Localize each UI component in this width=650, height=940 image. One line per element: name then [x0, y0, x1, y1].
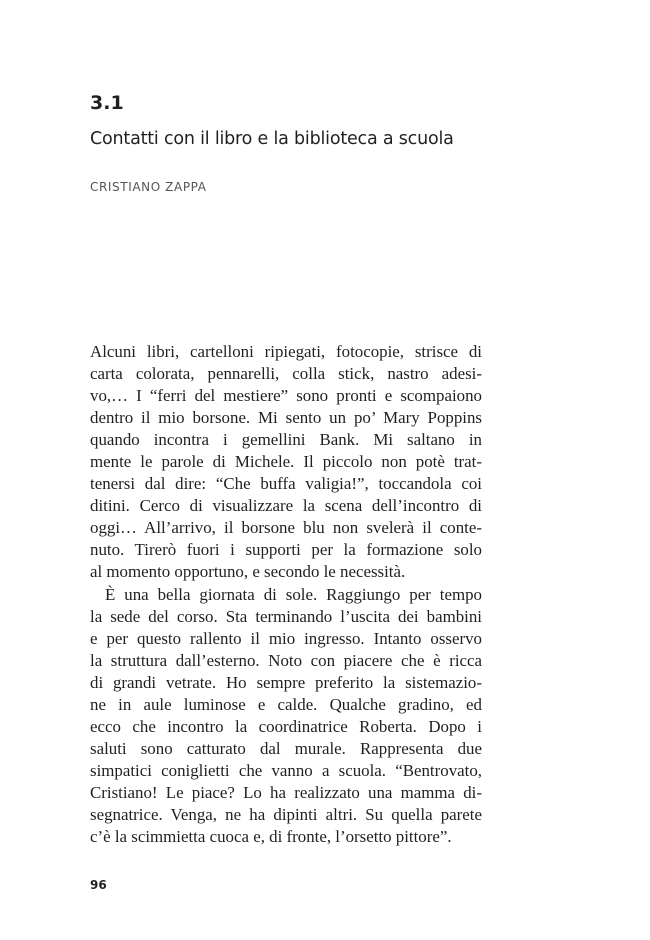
text-line: Alcuni libri, cartelloni ripiegati, fotocopie, strisce di — [90, 342, 482, 361]
text-line: quando incontra i gemellini Bank. Mi saltano in — [90, 430, 482, 450]
body-text — [90, 341, 482, 848]
text-line: carta colorata, pennarelli, colla stick, nastro adesi- — [90, 364, 482, 384]
text-line: al momento opportuno, e secondo le necessità. — [90, 562, 406, 582]
text-line: nuto. Tirerò fuori i supporti per la formazione solo — [90, 540, 482, 560]
text-line: c’è la scimmietta cuoca e, di fronte, l’orsetto pittore”. — [90, 827, 452, 847]
text-line: tenersi dal dire: “Che buffa valigia!”, toccandola coi — [90, 474, 482, 494]
text-line: ecco che incontro la coordinatrice Roberta. Dopo i — [90, 716, 482, 736]
text-line: di grandi vetrate. Ho sempre preferito la sistemazio- — [90, 672, 482, 692]
text-line: simpatici coniglietti che vanno a scuola. “Bentrovato, — [90, 760, 482, 780]
text-line: È una bella giornata di sole. Raggiungo per tempo — [105, 584, 482, 604]
text-line: ditini. Cerco di visualizzare la scena dell’incontro di — [90, 496, 482, 516]
text-line: la sede del corso. Sta terminando l’uscita dei bambini — [90, 606, 482, 626]
paragraph-1 — [90, 341, 482, 584]
text-line: e per questo rallento il mio ingresso. Intanto osservo — [90, 628, 482, 648]
text-line: la struttura dall’esterno. Noto con piacere che è ricca — [90, 650, 482, 670]
text-line: Cristiano! Le piace? Lo ha realizzato una mamma di- — [90, 782, 482, 802]
text-line: oggi… All’arrivo, il borsone blu non svelerà il conte- — [90, 518, 482, 538]
author-name: CRISTIANO ZAPPA — [90, 180, 207, 194]
text-line: dentro il mio borsone. Mi sento un po’ Mary Poppins — [90, 408, 482, 428]
paragraph-2 — [90, 584, 482, 849]
text-line: segnatrice. Venga, ne ha dipinti altri. Su quella parete — [90, 804, 482, 824]
text-line: saluti sono catturato dal murale. Rappresenta due — [90, 738, 482, 758]
text-line: ne in aule luminose e calde. Qualche gradino, ed — [90, 694, 482, 714]
chapter-title: Contatti con il libro e la biblioteca a scuola — [90, 129, 454, 149]
page-number: 96 — [90, 878, 107, 892]
text-line: vo,… I “ferri del mestiere” sono pronti e scompaiono — [90, 386, 482, 406]
section-number: 3.1 — [90, 92, 124, 114]
text-line: mente le parole di Michele. Il piccolo non potè trat- — [90, 452, 482, 472]
